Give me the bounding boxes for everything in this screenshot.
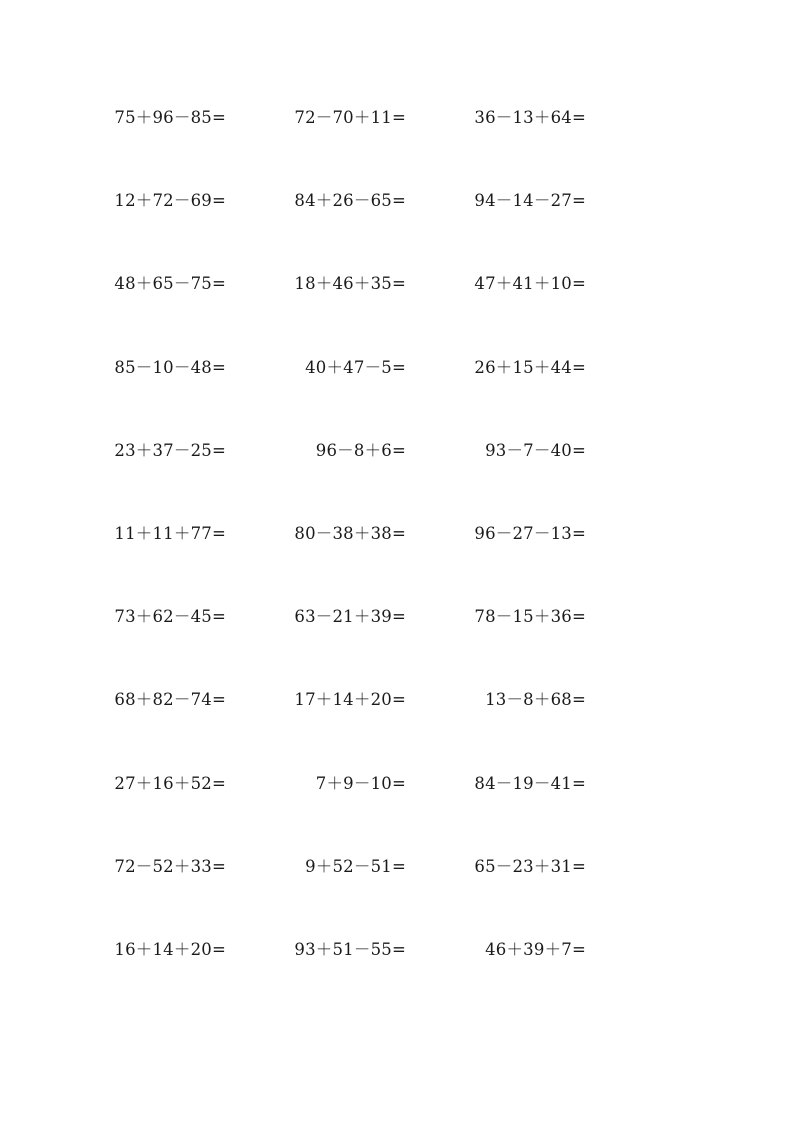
problem-row — [0, 106, 794, 130]
math-problem: 68＋82－74= — [114, 690, 226, 710]
math-problem: 9＋52－51= — [305, 856, 406, 876]
problem-row — [0, 439, 794, 463]
problem-row — [0, 189, 794, 213]
problem-row — [0, 688, 794, 712]
math-problem: 94－14－27= — [474, 191, 586, 211]
math-problem: 85－10－48= — [114, 357, 226, 377]
math-problem: 96－27－13= — [474, 524, 586, 543]
math-problem: 84＋26－65= — [294, 191, 406, 211]
problem-row — [0, 855, 794, 879]
math-problem: 73＋62－45= — [114, 607, 226, 627]
math-problem: 48＋65－75= — [114, 274, 226, 294]
math-problem: 36－13＋64= — [474, 108, 586, 127]
math-problem: 27＋16＋52= — [114, 773, 226, 793]
math-problem: 72－70＋11= — [294, 108, 406, 127]
math-problem: 16＋14＋20= — [114, 940, 226, 959]
math-problem: 26＋15＋44= — [474, 357, 586, 377]
math-problem: 93－7－40= — [485, 440, 586, 460]
math-problem: 72－52＋33= — [114, 856, 226, 876]
problem-row — [0, 772, 794, 796]
math-problem: 13－8＋68= — [485, 690, 586, 710]
math-problem: 78－15＋36= — [474, 607, 586, 627]
math-problem: 46＋39＋7= — [485, 940, 586, 959]
math-problem: 11＋11＋77= — [114, 524, 226, 543]
math-problem: 23＋37－25= — [114, 440, 226, 460]
math-problem: 18＋46＋35= — [294, 274, 406, 294]
problem-row — [0, 522, 794, 546]
math-problem: 40＋47－5= — [305, 357, 406, 377]
math-problem: 65－23＋31= — [474, 856, 586, 876]
math-problem: 47＋41＋10= — [474, 274, 586, 294]
math-problem: 75＋96－85= — [114, 108, 226, 127]
math-problem: 80－38＋38= — [294, 524, 406, 543]
problem-row — [0, 272, 794, 296]
math-problem: 17＋14＋20= — [294, 690, 406, 710]
math-problem: 93＋51－55= — [294, 940, 406, 959]
problem-row — [0, 356, 794, 380]
math-problem: 7＋9－10= — [315, 773, 406, 793]
math-problem: 63－21＋39= — [294, 607, 406, 627]
problem-row — [0, 938, 794, 962]
problem-row — [0, 605, 794, 629]
math-problem: 96－8＋6= — [315, 440, 406, 460]
math-problem: 84－19－41= — [474, 773, 586, 793]
math-problem: 12＋72－69= — [114, 191, 226, 211]
